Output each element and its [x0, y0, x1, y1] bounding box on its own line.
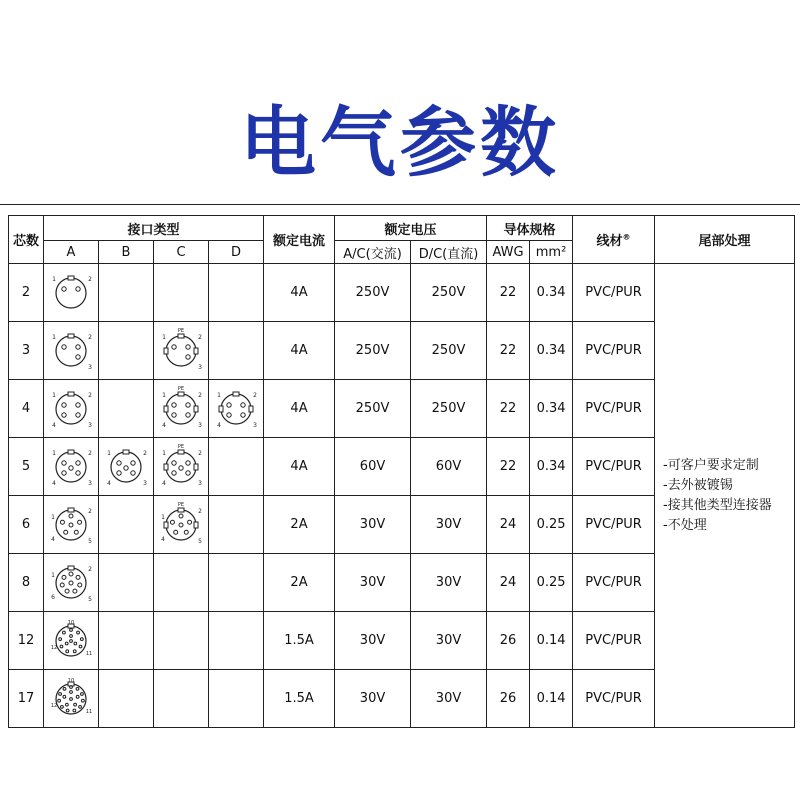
- awg-cell: 26: [487, 670, 530, 728]
- mm2-cell: 0.25: [530, 496, 573, 554]
- connector-d-cell: [209, 264, 264, 322]
- svg-text:3: 3: [88, 479, 92, 487]
- svg-text:10: 10: [67, 677, 75, 684]
- header-dc: D/C(直流): [411, 241, 487, 264]
- cores-cell: 4: [9, 380, 44, 438]
- mm2-cell: 0.34: [530, 264, 573, 322]
- ac-voltage-cell: 250V: [335, 322, 411, 380]
- page-title: 电气参数: [240, 98, 560, 187]
- connector-c-cell: [154, 612, 209, 670]
- dc-voltage-cell: 30V: [411, 670, 487, 728]
- awg-cell: 24: [487, 554, 530, 612]
- svg-text:1: 1: [51, 513, 55, 521]
- svg-text:1: 1: [52, 275, 56, 283]
- ac-voltage-cell: 60V: [335, 438, 411, 496]
- mm2-cell: 0.25: [530, 554, 573, 612]
- svg-text:11: 11: [85, 650, 93, 657]
- svg-text:3: 3: [198, 421, 202, 429]
- connector-d-cell: [209, 322, 264, 380]
- connector-b-cell: [99, 670, 154, 728]
- svg-text:6: 6: [51, 593, 55, 601]
- connector-c-cell: [154, 264, 209, 322]
- connector-c-cell: [154, 496, 209, 554]
- svg-text:2: 2: [88, 507, 92, 515]
- connector-pinout-icon: [46, 501, 96, 549]
- mm2-cell: 0.14: [530, 612, 573, 670]
- rated-current-cell: 1.5A: [264, 670, 335, 728]
- svg-text:12: 12: [50, 702, 58, 709]
- connector-pinout-icon: [46, 675, 96, 723]
- connector-d-cell: [209, 670, 264, 728]
- connector-a-cell: [44, 554, 99, 612]
- connector-b-cell: [99, 554, 154, 612]
- connector-pinout-icon: [46, 559, 96, 607]
- svg-text:2: 2: [88, 333, 92, 341]
- dc-voltage-cell: 60V: [411, 438, 487, 496]
- connector-pinout-icon: [156, 501, 206, 549]
- svg-text:PE: PE: [177, 501, 185, 508]
- svg-text:2: 2: [88, 449, 92, 457]
- mm2-cell: 0.14: [530, 670, 573, 728]
- rated-current-cell: 2A: [264, 554, 335, 612]
- svg-text:3: 3: [143, 479, 147, 487]
- connector-d-cell: [209, 612, 264, 670]
- connector-a-cell: [44, 612, 99, 670]
- svg-text:4: 4: [52, 421, 56, 429]
- mm2-cell: 0.34: [530, 380, 573, 438]
- svg-text:4: 4: [162, 421, 166, 429]
- dc-voltage-cell: 30V: [411, 612, 487, 670]
- connector-c-cell: [154, 380, 209, 438]
- svg-text:3: 3: [253, 421, 257, 429]
- svg-text:1: 1: [52, 449, 56, 457]
- svg-text:2: 2: [88, 391, 92, 399]
- awg-cell: 22: [487, 380, 530, 438]
- awg-cell: 22: [487, 322, 530, 380]
- svg-text:4: 4: [162, 479, 166, 487]
- wire-material-cell: PVC/PUR: [573, 438, 655, 496]
- connector-pinout-icon: [156, 443, 206, 491]
- connector-b-cell: [99, 496, 154, 554]
- cores-cell: 8: [9, 554, 44, 612]
- rated-current-cell: 4A: [264, 264, 335, 322]
- connector-c-cell: [154, 670, 209, 728]
- connector-pinout-icon: [211, 385, 261, 433]
- svg-text:PE: PE: [177, 443, 185, 450]
- svg-text:1: 1: [162, 391, 166, 399]
- connector-a-cell: [44, 670, 99, 728]
- cores-cell: 2: [9, 264, 44, 322]
- svg-text:PE: PE: [177, 385, 185, 392]
- header-type-b: B: [99, 241, 154, 264]
- awg-cell: 24: [487, 496, 530, 554]
- svg-text:2: 2: [88, 275, 92, 283]
- wire-material-cell: PVC/PUR: [573, 322, 655, 380]
- dc-voltage-cell: 250V: [411, 322, 487, 380]
- svg-text:4: 4: [161, 535, 165, 543]
- header-type-d: D: [209, 241, 264, 264]
- svg-text:10: 10: [67, 619, 75, 626]
- connector-pinout-icon: [46, 617, 96, 665]
- connector-pinout-icon: [46, 385, 96, 433]
- svg-text:4: 4: [217, 421, 221, 429]
- cores-cell: 12: [9, 612, 44, 670]
- svg-text:12: 12: [50, 644, 58, 651]
- rated-current-cell: 4A: [264, 438, 335, 496]
- tail-option: -接其他类型连接器: [663, 497, 772, 513]
- svg-text:1: 1: [52, 391, 56, 399]
- tail-option: -去外被镀锡: [663, 477, 733, 493]
- svg-text:2: 2: [143, 449, 147, 457]
- wire-material-cell: PVC/PUR: [573, 670, 655, 728]
- rated-current-cell: 1.5A: [264, 612, 335, 670]
- dc-voltage-cell: 250V: [411, 380, 487, 438]
- connector-pinout-icon: [101, 443, 151, 491]
- mm2-cell: 0.34: [530, 322, 573, 380]
- rated-current-cell: 2A: [264, 496, 335, 554]
- header-cores: 芯数: [9, 216, 44, 264]
- connector-c-cell: [154, 554, 209, 612]
- tail-options-cell: [655, 264, 795, 728]
- dc-voltage-cell: 30V: [411, 496, 487, 554]
- connector-b-cell: [99, 380, 154, 438]
- svg-text:4: 4: [51, 535, 55, 543]
- connector-a-cell: [44, 322, 99, 380]
- svg-text:4: 4: [52, 479, 56, 487]
- tail-option: -不处理: [663, 517, 707, 533]
- connector-a-cell: [44, 496, 99, 554]
- awg-cell: 26: [487, 612, 530, 670]
- header-awg: AWG: [487, 241, 530, 264]
- ac-voltage-cell: 30V: [335, 554, 411, 612]
- ac-voltage-cell: 30V: [335, 612, 411, 670]
- connector-pinout-icon: [46, 269, 96, 317]
- svg-text:1: 1: [217, 391, 221, 399]
- wire-material-cell: PVC/PUR: [573, 496, 655, 554]
- rated-current-cell: 4A: [264, 380, 335, 438]
- svg-text:4: 4: [107, 479, 111, 487]
- awg-cell: 22: [487, 438, 530, 496]
- header-interface-type: 接口类型: [44, 216, 264, 241]
- svg-text:2: 2: [198, 507, 202, 515]
- svg-text:1: 1: [162, 449, 166, 457]
- rated-current-cell: 4A: [264, 322, 335, 380]
- cores-cell: 3: [9, 322, 44, 380]
- header-rated-current: 额定电流: [264, 216, 335, 264]
- connector-pinout-icon: [46, 443, 96, 491]
- svg-text:2: 2: [198, 391, 202, 399]
- connector-a-cell: [44, 380, 99, 438]
- ac-voltage-cell: 30V: [335, 670, 411, 728]
- connector-b-cell: [99, 438, 154, 496]
- wire-material-cell: PVC/PUR: [573, 554, 655, 612]
- divider: [0, 204, 800, 205]
- electrical-parameters-table: [8, 215, 795, 728]
- wire-material-cell: PVC/PUR: [573, 264, 655, 322]
- svg-text:1: 1: [52, 333, 56, 341]
- header-type-c: C: [154, 241, 209, 264]
- connector-d-cell: [209, 438, 264, 496]
- wire-material-cell: PVC/PUR: [573, 612, 655, 670]
- header-rated-voltage: 额定电压: [335, 216, 487, 241]
- awg-cell: 22: [487, 264, 530, 322]
- header-tail: 尾部处理: [655, 216, 795, 264]
- connector-c-cell: [154, 322, 209, 380]
- tail-option: -可客户要求定制: [663, 457, 759, 473]
- ac-voltage-cell: 250V: [335, 380, 411, 438]
- svg-text:3: 3: [88, 421, 92, 429]
- svg-text:2: 2: [253, 391, 257, 399]
- connector-a-cell: [44, 438, 99, 496]
- svg-text:5: 5: [88, 595, 92, 603]
- dc-voltage-cell: 250V: [411, 264, 487, 322]
- connector-a-cell: [44, 264, 99, 322]
- svg-text:2: 2: [198, 333, 202, 341]
- svg-text:1: 1: [51, 571, 55, 579]
- connector-pinout-icon: [156, 385, 206, 433]
- svg-text:3: 3: [198, 363, 202, 371]
- connector-b-cell: [99, 612, 154, 670]
- svg-text:2: 2: [88, 565, 92, 573]
- cores-cell: 6: [9, 496, 44, 554]
- connector-b-cell: [99, 264, 154, 322]
- cores-cell: 17: [9, 670, 44, 728]
- mm2-cell: 0.34: [530, 438, 573, 496]
- header-mm2: mm²: [530, 241, 573, 264]
- svg-text:2: 2: [198, 449, 202, 457]
- header-wire-material: 线材®: [573, 216, 655, 264]
- svg-text:1: 1: [107, 449, 111, 457]
- header-conductor: 导体规格: [487, 216, 573, 241]
- svg-text:1: 1: [161, 513, 165, 521]
- header-type-a: A: [44, 241, 99, 264]
- ac-voltage-cell: 30V: [335, 496, 411, 554]
- ac-voltage-cell: 250V: [335, 264, 411, 322]
- svg-text:5: 5: [198, 537, 202, 545]
- cores-cell: 5: [9, 438, 44, 496]
- svg-text:11: 11: [85, 708, 93, 715]
- connector-pinout-icon: [46, 327, 96, 375]
- svg-text:3: 3: [198, 479, 202, 487]
- connector-b-cell: [99, 322, 154, 380]
- table-row: [9, 264, 795, 322]
- connector-d-cell: [209, 496, 264, 554]
- connector-c-cell: [154, 438, 209, 496]
- connector-d-cell: [209, 554, 264, 612]
- svg-text:PE: PE: [177, 327, 185, 334]
- connector-pinout-icon: [156, 327, 206, 375]
- wire-material-cell: PVC/PUR: [573, 380, 655, 438]
- header-ac: A/C(交流): [335, 241, 411, 264]
- connector-d-cell: [209, 380, 264, 438]
- dc-voltage-cell: 30V: [411, 554, 487, 612]
- svg-text:3: 3: [88, 363, 92, 371]
- svg-text:5: 5: [88, 537, 92, 545]
- svg-text:1: 1: [162, 333, 166, 341]
